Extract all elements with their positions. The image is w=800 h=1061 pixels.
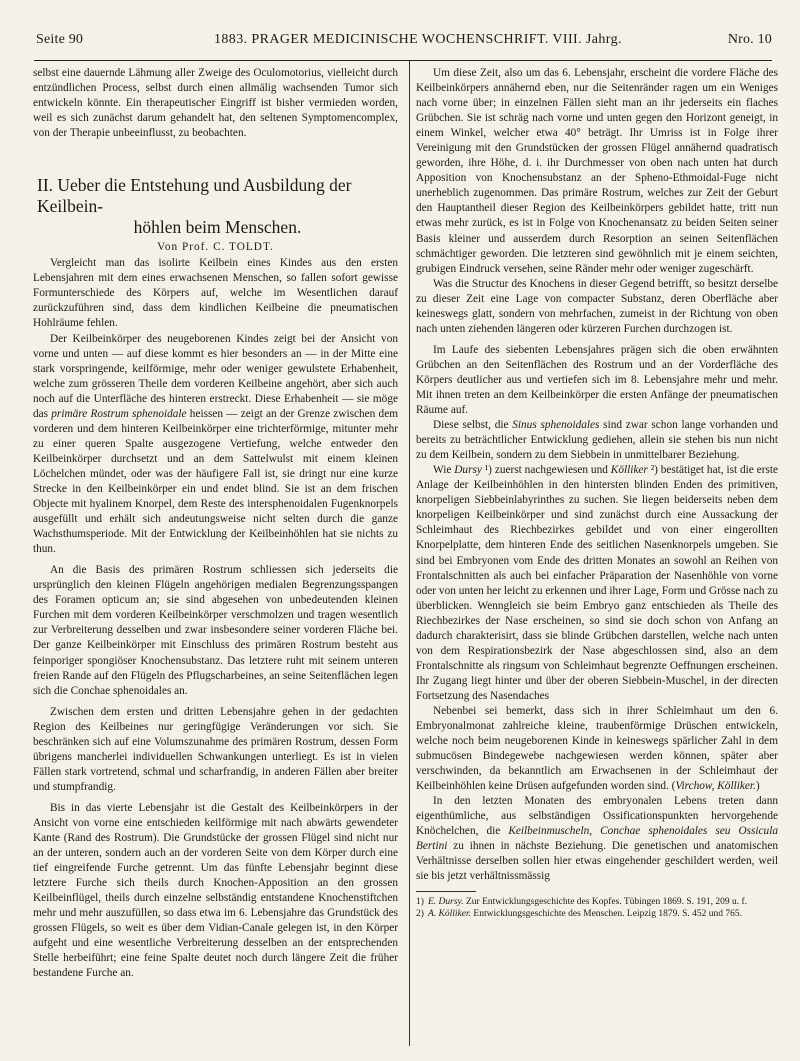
- author-ref: Virchow, Kölliker.: [675, 780, 756, 793]
- author-ref: Dursy: [454, 464, 482, 477]
- author-ref: Kölliker: [610, 464, 648, 477]
- paragraph: Vergleicht man das isolirte Keilbein eines Kindes aus den ersten Lebensjahren mit dem eines erwachsenen Menschen, so fallen sofort gewisse Formunterschiede des Körpers auf, welche im Wesentlichen darauf zurückzuführen sind, dass dem kindlichen Keilbeine die pneumatischen Hohlräume fehlen.: [33, 257, 398, 330]
- text: Nebenbei sei bemerkt, dass sich in ihrer Schleimhaut um den 6. Embryonalmonat zahlreiche kleine, traubenförmige Drüschen entwickeln, welche noch beim neugeborenen Kinde in keineswegs spärlicher Zahl in dem submucösen Bindegewebe nachgewiesen werden können, später aber verschwinden, da bekanntlich am Erwachsenen in der Schleimhaut der Keilbeinhöhlen keine Drüsen aufgefunden worden sind. (: [416, 704, 778, 793]
- paragraph: [33, 332, 398, 558]
- text: heissen — zeigt an der Grenze zwischen dem vorderen und dem hinteren Keilbeinkörper eine trichterförmige, mitunter mehr zu einer queren Spalte ausgezogene Vertiefung, welche entweder den Keilbeinkörper durchsetzt und an dem Sattelwulst mit einem kleinen Löchelchen mündet, oder was der häufigere Fall ist, sie dringt nur eine kurze Strecke in den Keilbeinkörper ein und endet blind. Sie ist an dem frischen Objecte mit hyalinem Knorpel, dem Reste des intersphenoidalen Fugenknorpels ausgefüllt und erhält sich andeutungsweise nicht selten durch die ganze Wachsthumsperiode. Mit der Entwicklung der Keilbeinhöhlen hat sie nichts zu thun.: [33, 407, 398, 556]
- paragraph: An die Basis des primären Rostrum schliessen sich jederseits die ursprünglich den kleinen Flügeln angehörigen medialen Begrenzungsspangen des Foramen opticum an; sie sind abgesehen von unbedeutenden kleinen Furchen mit dem vorderen Keilbeinkörper verschmolzen und tragen wesentlich zur Verbreiterung desselben und zwar insbesondere seiner vorderen Fläche bei. Der ganze Keilbeinkörper mit Einschluss des primären Rostrum besteht aus feinporiger spongiöser Knochensubstanz. Das letztere ruht mit seinem unteren freien Rande auf den Flügeln des Pflugscharbeines, an seine Seitenflächen legen sich die Conchae sphenoidales an.: [33, 564, 398, 697]
- footnote-separator: [416, 891, 476, 892]
- left-column: [33, 66, 398, 981]
- footnote-author: E. Dursy.: [428, 896, 464, 907]
- text: ²) bestätiget hat, ist die erste Anlage der Keilbeinhöhlen in den hintersten blinden Enden des primitiven, knorpeligen Siebbeinlabyrinthes zu suchen. Sie liegen beiderseits neben dem knorpeligen Keilbeinkörper und sind zunächst durch eine Aussackung der Schleimhaut des Riechbezirkes gebildet und von einer eingerollten Knorpelplatte, dem hinteren Ende des seitlichen Nasenknorpels umgeben. Sie sind bei Embryonen vom Ende des dritten Monates an sowohl an Reihen von Frontalschnitten als auch bei einfacher Präparation der Nasenhöhle von vorne oder von unten her leicht zu erkennen und ihrer Lage, Form und Grösse nach zu überblicken. Wenngleich sie beim Embryo ganz entschieden als Theile des Riechbezirkes der Nase erscheinen, so sind sie doch schon von Anfang an dadurch charakterisirt, dass sie blinde Grübchen darstellen, welche nach unten von dem Respirationsbezirk der Nase abgeschlossen sind, also an dem Frontalschnitte als ringsum von Schleimhaut begrenzte Oeffnungen erscheinen. Ihr Zugang liegt hinter und über der oberen Siebbein-Muschel, in der directen Fortsetzung des Nasendaches: [416, 464, 779, 702]
- column-divider: [409, 61, 410, 1046]
- paragraph: Um diese Zeit, also um das 6. Lebensjahr, erscheint die vordere Fläche des Keilbeinkörpers annähernd eben, nur die Seitenränder ragen um ein Weniges nach vorne über; in einzelnen Fällen sieht man an ihr jederseits ein flaches Grübchen. Sie ist schräg nach vorne und unten gegen den Horizont geneigt, in einem Winkel, welcher etwa 40° beträgt. Ihr Umriss ist in Folge ihrer Vereinigung mit den Grundstücken der grossen Flügel annähernd quadratisch geworden, ihre Höhe, d. i. ihr Durchmesser von oben nach unten hat durch Apposition von Knochensubstanz an der Spheno-Ethmoidal-Fuge nicht unerheblich zugenommen. Das primäre Rostrum, welches zur Zeit der Geburt den Hauptantheil dieser Region des Keilbeinkörpers gebildet hatte, tritt nun etwas mehr zurück, es ist in Folge von Knochenansatz zu beiden Seiten seiner Basis kleiner und ausserdem durch Resorption an seinen Seitenflächen schmächtiger geworden. Die letzteren sind gewöhnlich mit je einem seichten, grubigen Eindruck versehen, seine Ränder mehr oder weniger zugeschärft.: [416, 67, 778, 275]
- paragraph: [416, 704, 778, 794]
- article-title-line2: höhlen beim Menschen.: [133, 217, 302, 238]
- paragraph: Bis in das vierte Lebensjahr ist die Gestalt des Keilbeinkörpers in der Ansicht von vorne eine entschieden keilförmige mit nach abwärts gewendeter Kante (Rand des Rostrum). Die Grundstücke der grossen Flügel sind nicht nur an der unteren, sondern auch an der vorderen Seite von dem Körper durch eine tief eingreifende Furche getrennt. Um das fünfte Lebensjahr beginnt diese letztere Furche sich theils durch Knochen-Apposition an den grossen Keilbeinflügel, theils durch einzelne selbständig entstandene Knochenstiftchen mehr und mehr auszufüllen, so dass etwa im 6. Lebensjahre das Grundstück des grossen Flügels, so weit es über dem Vidian-Canale gelegen ist, in den Körper aufgeht und eine wesentliche Verbreiterung desselben an der entsprechenden Stelle herbeiführt; eine feine Spalte deutet noch durch längere Zeit die früher bestandene Furche an.: [33, 801, 398, 980]
- author-line: Von Prof. C. TOLDT.: [157, 241, 274, 254]
- text: Diese selbst, die: [433, 419, 513, 432]
- running-header: [36, 32, 772, 54]
- paragraph: Was die Structur des Knochens in dieser Gegend betrifft, so besitzt derselbe zu dieser Zeit eine Lage von compacter Substanz, deren Oberfläche aber keineswegs glatt, sondern von mehrfachen, zumeist in der Richtung von oben nach unten ziehenden längeren oder kürzeren Furchen durchzogen ist.: [416, 277, 778, 335]
- paragraph: Zwischen dem ersten und dritten Lebensjahre gehen in der gedachten Region des Keilbeines nur geringfügige Veränderungen vor sich. Sie beschränken sich auf eine Volumszunahme des primären Rostrum, dessen Form übrigens mancherlei individuellen Schwankungen unterliegt. Es ist in vielen Fällen stark vortretend, schmal und scharfrandig, in anderen Fällen aber breiter und stumpfrandig.: [33, 705, 398, 793]
- footnote-text: Zur Entwicklungsgeschichte des Kopfes. Tübingen 1869. S. 191, 209 u. f.: [463, 896, 748, 907]
- footnote: [416, 908, 778, 921]
- text: ): [755, 780, 760, 793]
- footnote-number: 2): [416, 909, 424, 920]
- text: Der Keilbeinkörper des neugeborenen Kindes zeigt bei der Ansicht von vorne und unten — auf diese kommt es hier besonders an — in der Mitte eine stark vorspringende, keilförmige, mehr oder weniger gewulstete Erhabenheit, welche zum grösseren Theile dem vorderen Keilbeine angehört, aber sich auch noch auf die Unterfläche des hinteren erstreckt. Diese Erhabenheit — sie möge das: [33, 332, 398, 420]
- issue-number: Nro. 10: [727, 32, 772, 47]
- italic-term: primäre Rostrum sphenoidale: [51, 407, 187, 420]
- paragraph: selbst eine dauernde Lähmung aller Zweige des Oculomotorius, vielleicht durch entzündlichen Process, selbst durch einen allmälig wachsenden Tumor sich entwickeln könnte. Ein therapeutischer Eingriff ist bisher vermieden worden, weil es sich zunächst darum gehandelt hat, den seltenen Symptomencomplex, von der Therapie unbeeinflusst, zu beobachten.: [33, 67, 398, 140]
- text: In den letzten Monaten des embryonalen Lebens treten dann eigenthümliche, aus selbständigen Ossificationspunkten hervorgehende Knöchelchen, die: [416, 795, 778, 838]
- text: ¹) zuerst nachgewiesen und: [481, 464, 611, 477]
- italic-term: Sinus sphenoidales: [512, 419, 600, 432]
- paragraph: Im Laufe des siebenten Lebensjahres prägen sich die oben erwähnten Grübchen an den Seitenflächen des Rostrum und an der Vorderfläche des Körpers deutlicher aus und vertiefen sich im 8. Lebensjahre mehr und mehr. Mit ihnen treten an dem Keilbeinkörper die ersten Anfänge der pneumatischen Räume auf.: [416, 343, 778, 417]
- article-title-line1: II. Ueber die Entstehung und Ausbildung der Keilbein-: [37, 175, 352, 217]
- italic-term: Keilbeinmuscheln, Conchae sphenoidales seu Ossicula Bertini: [416, 825, 778, 853]
- paragraph: [416, 794, 778, 884]
- right-column: [416, 66, 778, 921]
- footnote-number: 1): [416, 896, 424, 907]
- footnote-text: Entwicklungsgeschichte des Menschen. Leipzig 1879. S. 452 und 765.: [471, 909, 742, 920]
- header-rule: [34, 60, 772, 61]
- text: zu ihnen in nächste Beziehung. Die genetischen und anatomischen Verhältnisse derselben sollen hier etwas eingehender geschildert werden, weil sie bis jetzt verhältnissmässig: [416, 840, 778, 883]
- article-title: [33, 175, 398, 238]
- paragraph: [416, 463, 778, 704]
- footnote: [416, 896, 778, 909]
- text: sind zwar schon lange vorhanden und bereits zu beträchtlicher Entwicklung gediehen, allein sie stehen bis nun nicht zu dem Keilbein, sondern zu dem Siebbein in unmittelbarer Beziehung.: [416, 419, 779, 462]
- journal-title: 1883. PRAGER MEDICINISCHE WOCHENSCHRIFT. VIII. Jahrg.: [214, 32, 622, 47]
- footnote-author: A. Kölliker.: [428, 909, 472, 920]
- paragraph: [416, 418, 778, 463]
- page-number: Seite 90: [36, 32, 84, 47]
- text: Wie: [433, 464, 455, 477]
